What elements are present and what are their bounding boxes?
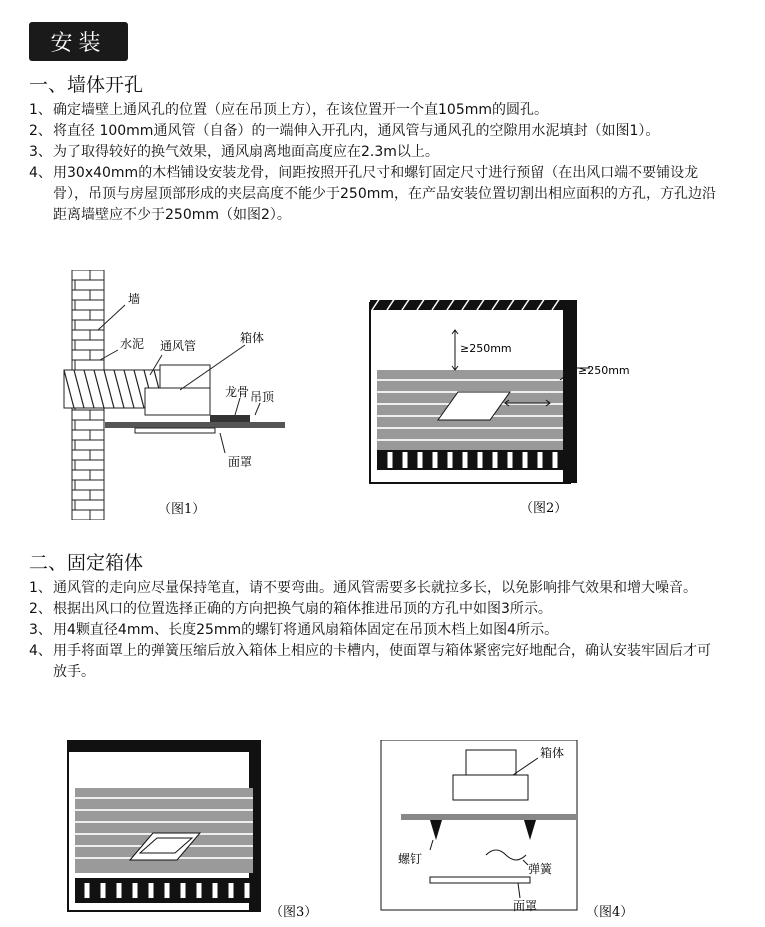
caption-fig3: （图3）: [270, 905, 318, 920]
label-wall: 墙: [128, 292, 141, 306]
list-item: 2、 根据出风口的位置选择正确的方向把换气扇的箱体推进吊顶的方孔中如图3所示。: [29, 601, 552, 617]
label-cover: 面罩: [228, 455, 253, 469]
label-screw: 螺钉: [398, 852, 423, 866]
list-item: 4、 用手将面罩上的弹簧压缩后放入箱体上相应的卡槽内，使面罩与箱体紧密完好地配合，确认安装牢固后才可放手。: [29, 643, 711, 680]
section2-title: 二、固定箱体: [29, 552, 144, 574]
label-spring: 弹簧: [528, 862, 553, 876]
figure-3: [65, 738, 335, 923]
ceiling-board: [401, 814, 576, 820]
list-item: 3、 为了取得较好的换气效果，通风扇离地面高度应在2.3m以上。: [29, 144, 439, 160]
list-item: 1、 确定墙壁上通风孔的位置（应在吊顶上方），在该位置开一个直105mm的圆孔。: [29, 102, 548, 118]
label-cover: 面罩: [513, 899, 538, 913]
label-ceiling: 吊顶: [250, 390, 275, 404]
list-item: 1、 通风管的走向应尽量保持笔直，请不要弯曲。通风管需要多长就拉多长，以免影响排气效果和增大噪音。: [29, 580, 697, 596]
label-cement: 水泥: [120, 337, 145, 351]
figure-1: [50, 270, 310, 520]
keel: [210, 415, 250, 422]
list-item: 3、 用4颗直径4mm、长度25mm的螺钉将通风扇箱体固定在吊顶木档上如图4所示。: [29, 622, 559, 638]
label-duct: 通风管: [160, 339, 197, 353]
caption-fig1: （图1）: [158, 502, 206, 517]
list-item: 4、 用30x40mm的木档铺设安装龙骨，间距按照开孔尺寸和螺钉固定尺寸进行预留（在出风口端不要铺设龙骨），吊顶与房屋顶部形成的夹层高度不能少于250mm，在产品安装位置切割出相应面积的方孔，方孔边沿距离墙壁应不少于250mm（如图2）。: [29, 165, 716, 223]
section1-list: [29, 100, 719, 226]
section-badge: 安装: [29, 22, 128, 61]
cover: [430, 877, 530, 883]
section1-title: 一、墙体开孔: [29, 74, 144, 96]
label-dim-side: ≥250mm: [578, 364, 630, 377]
figure-2: [360, 300, 660, 520]
ceiling-board: [105, 422, 285, 428]
caption-fig2: （图2）: [520, 501, 568, 516]
caption-fig4: （图4）: [586, 905, 634, 920]
cover: [135, 428, 215, 433]
section2-list: [29, 578, 719, 683]
label-box: 箱体: [540, 746, 565, 760]
list-item: 2、 将直径 100mm通风管（自备）的一端伸入开孔内，通风管与通风孔的空隙用水泥填封（如图1）。: [29, 123, 660, 139]
label-keel: 龙骨: [225, 385, 250, 399]
label-box: 箱体: [240, 331, 265, 345]
label-dim-top: ≥250mm: [460, 342, 512, 355]
figure-4: [378, 740, 640, 920]
